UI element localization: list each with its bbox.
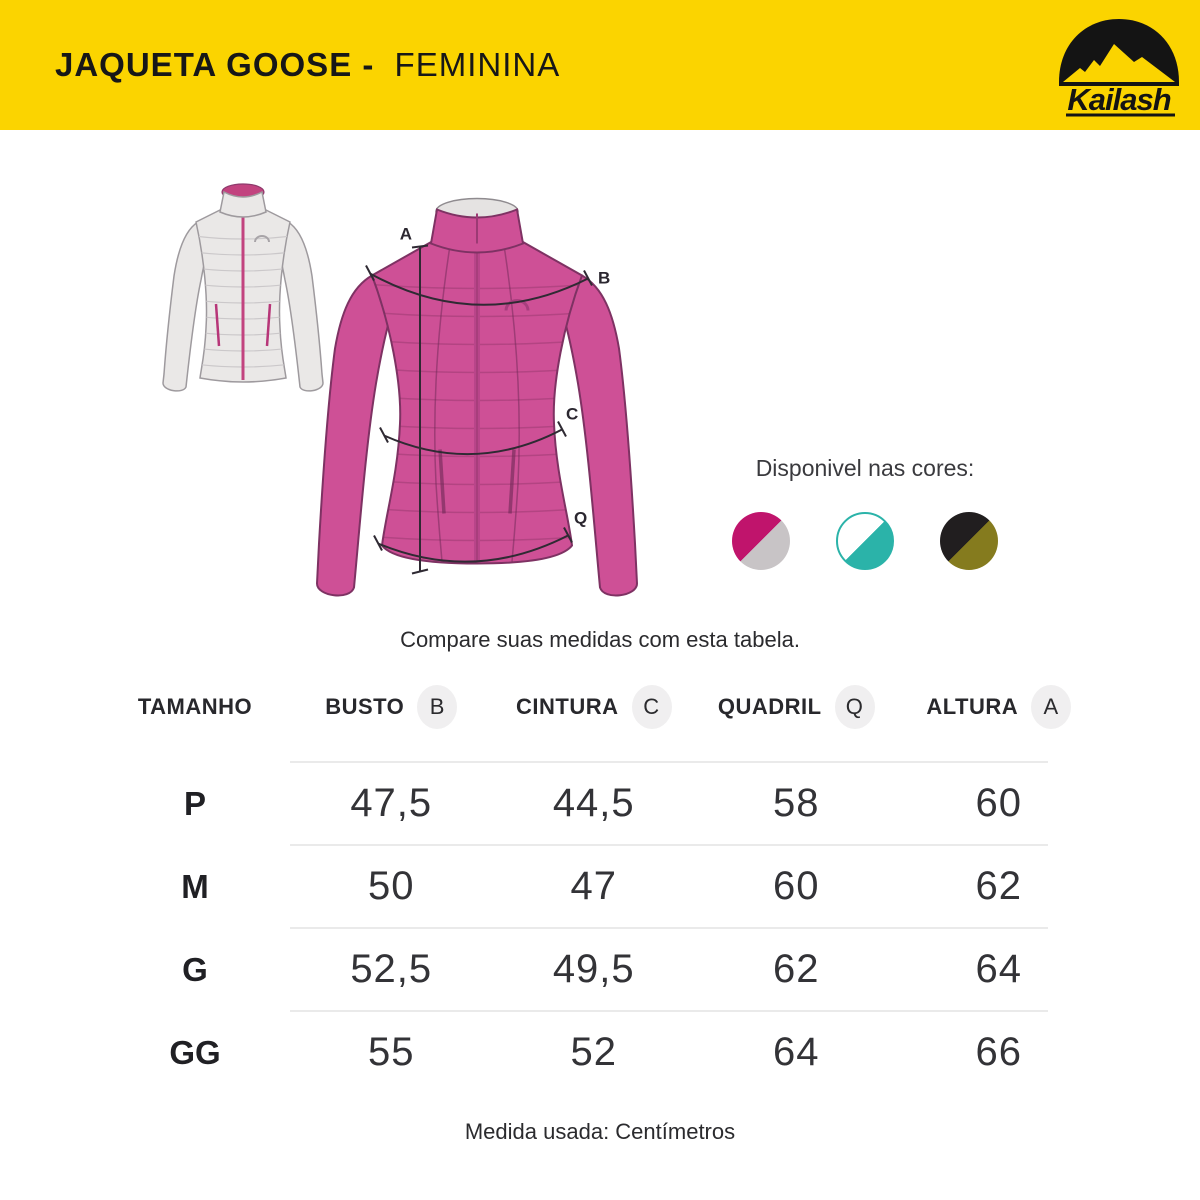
column-label: BUSTO [325,694,405,719]
column-header-tamanho [100,694,290,720]
marker-c-label: C [566,404,579,424]
cintura-value: 44,5 [552,781,635,825]
marker-q-label: Q [574,508,588,528]
cintura-value: 49,5 [552,947,635,991]
cintura-value: 52 [570,1030,617,1074]
column-header-busto [290,685,493,729]
quadril-value: 62 [773,947,820,991]
busto-value: 52,5 [350,947,433,991]
table-header-row [100,679,1100,735]
column-header-cintura [493,685,696,729]
page-title [0,46,560,84]
size-label: G [182,950,208,988]
jacket-front-illustration [300,182,660,610]
marker-a-label: A [399,224,412,244]
table-row-g [100,929,1100,1010]
color-swatch-black-olive [940,512,998,570]
marker-badge-b: B [417,685,457,729]
table-row-p [100,763,1100,844]
table-row-gg [100,1012,1100,1093]
table-intro-text: Compare suas medidas com esta tabela. [400,627,800,652]
page-title-product: JAQUETA GOOSE - [55,46,375,83]
busto-value: 50 [368,864,415,908]
available-colors-heading: Disponivel nas cores: [755,455,975,481]
measurement-unit-note: Medida usada: Centímetros [464,1119,736,1144]
quadril-value: 60 [773,864,820,908]
table-row-m [100,846,1100,927]
size-table [0,679,1200,1093]
altura-value: 62 [975,864,1022,908]
illustration-area [0,130,1200,625]
quadril-value: 64 [773,1030,820,1074]
column-label: QUADRIL [717,694,822,719]
column-header-quadril [695,685,898,729]
cintura-value: 47 [570,864,617,908]
altura-value: 60 [975,781,1022,825]
column-label: TAMANHO [137,694,253,719]
size-label: GG [169,1033,221,1071]
column-label: CINTURA [516,694,619,719]
color-swatch-pink-gray [732,512,790,570]
busto-value: 55 [368,1030,415,1074]
marker-badge-q: Q [835,685,875,729]
quadril-value: 58 [773,781,820,825]
marker-badge-c: C [632,685,672,729]
available-colors-section [695,455,1035,570]
altura-value: 64 [975,947,1022,991]
marker-b-label: B [598,268,611,288]
header-banner [0,0,1200,130]
column-header-altura [898,685,1101,729]
size-label: P [183,784,206,822]
color-swatch-white-teal [836,512,894,570]
size-label: M [181,867,209,905]
logo-wordmark: Kailash [1067,82,1171,117]
swatch-row [695,512,1035,570]
altura-value: 66 [975,1030,1022,1074]
column-label: ALTURA [926,694,1019,719]
busto-value: 47,5 [350,781,433,825]
page-title-gender: FEMININA [394,46,561,83]
marker-badge-a: A [1031,685,1071,729]
kailash-logo [1054,12,1184,118]
